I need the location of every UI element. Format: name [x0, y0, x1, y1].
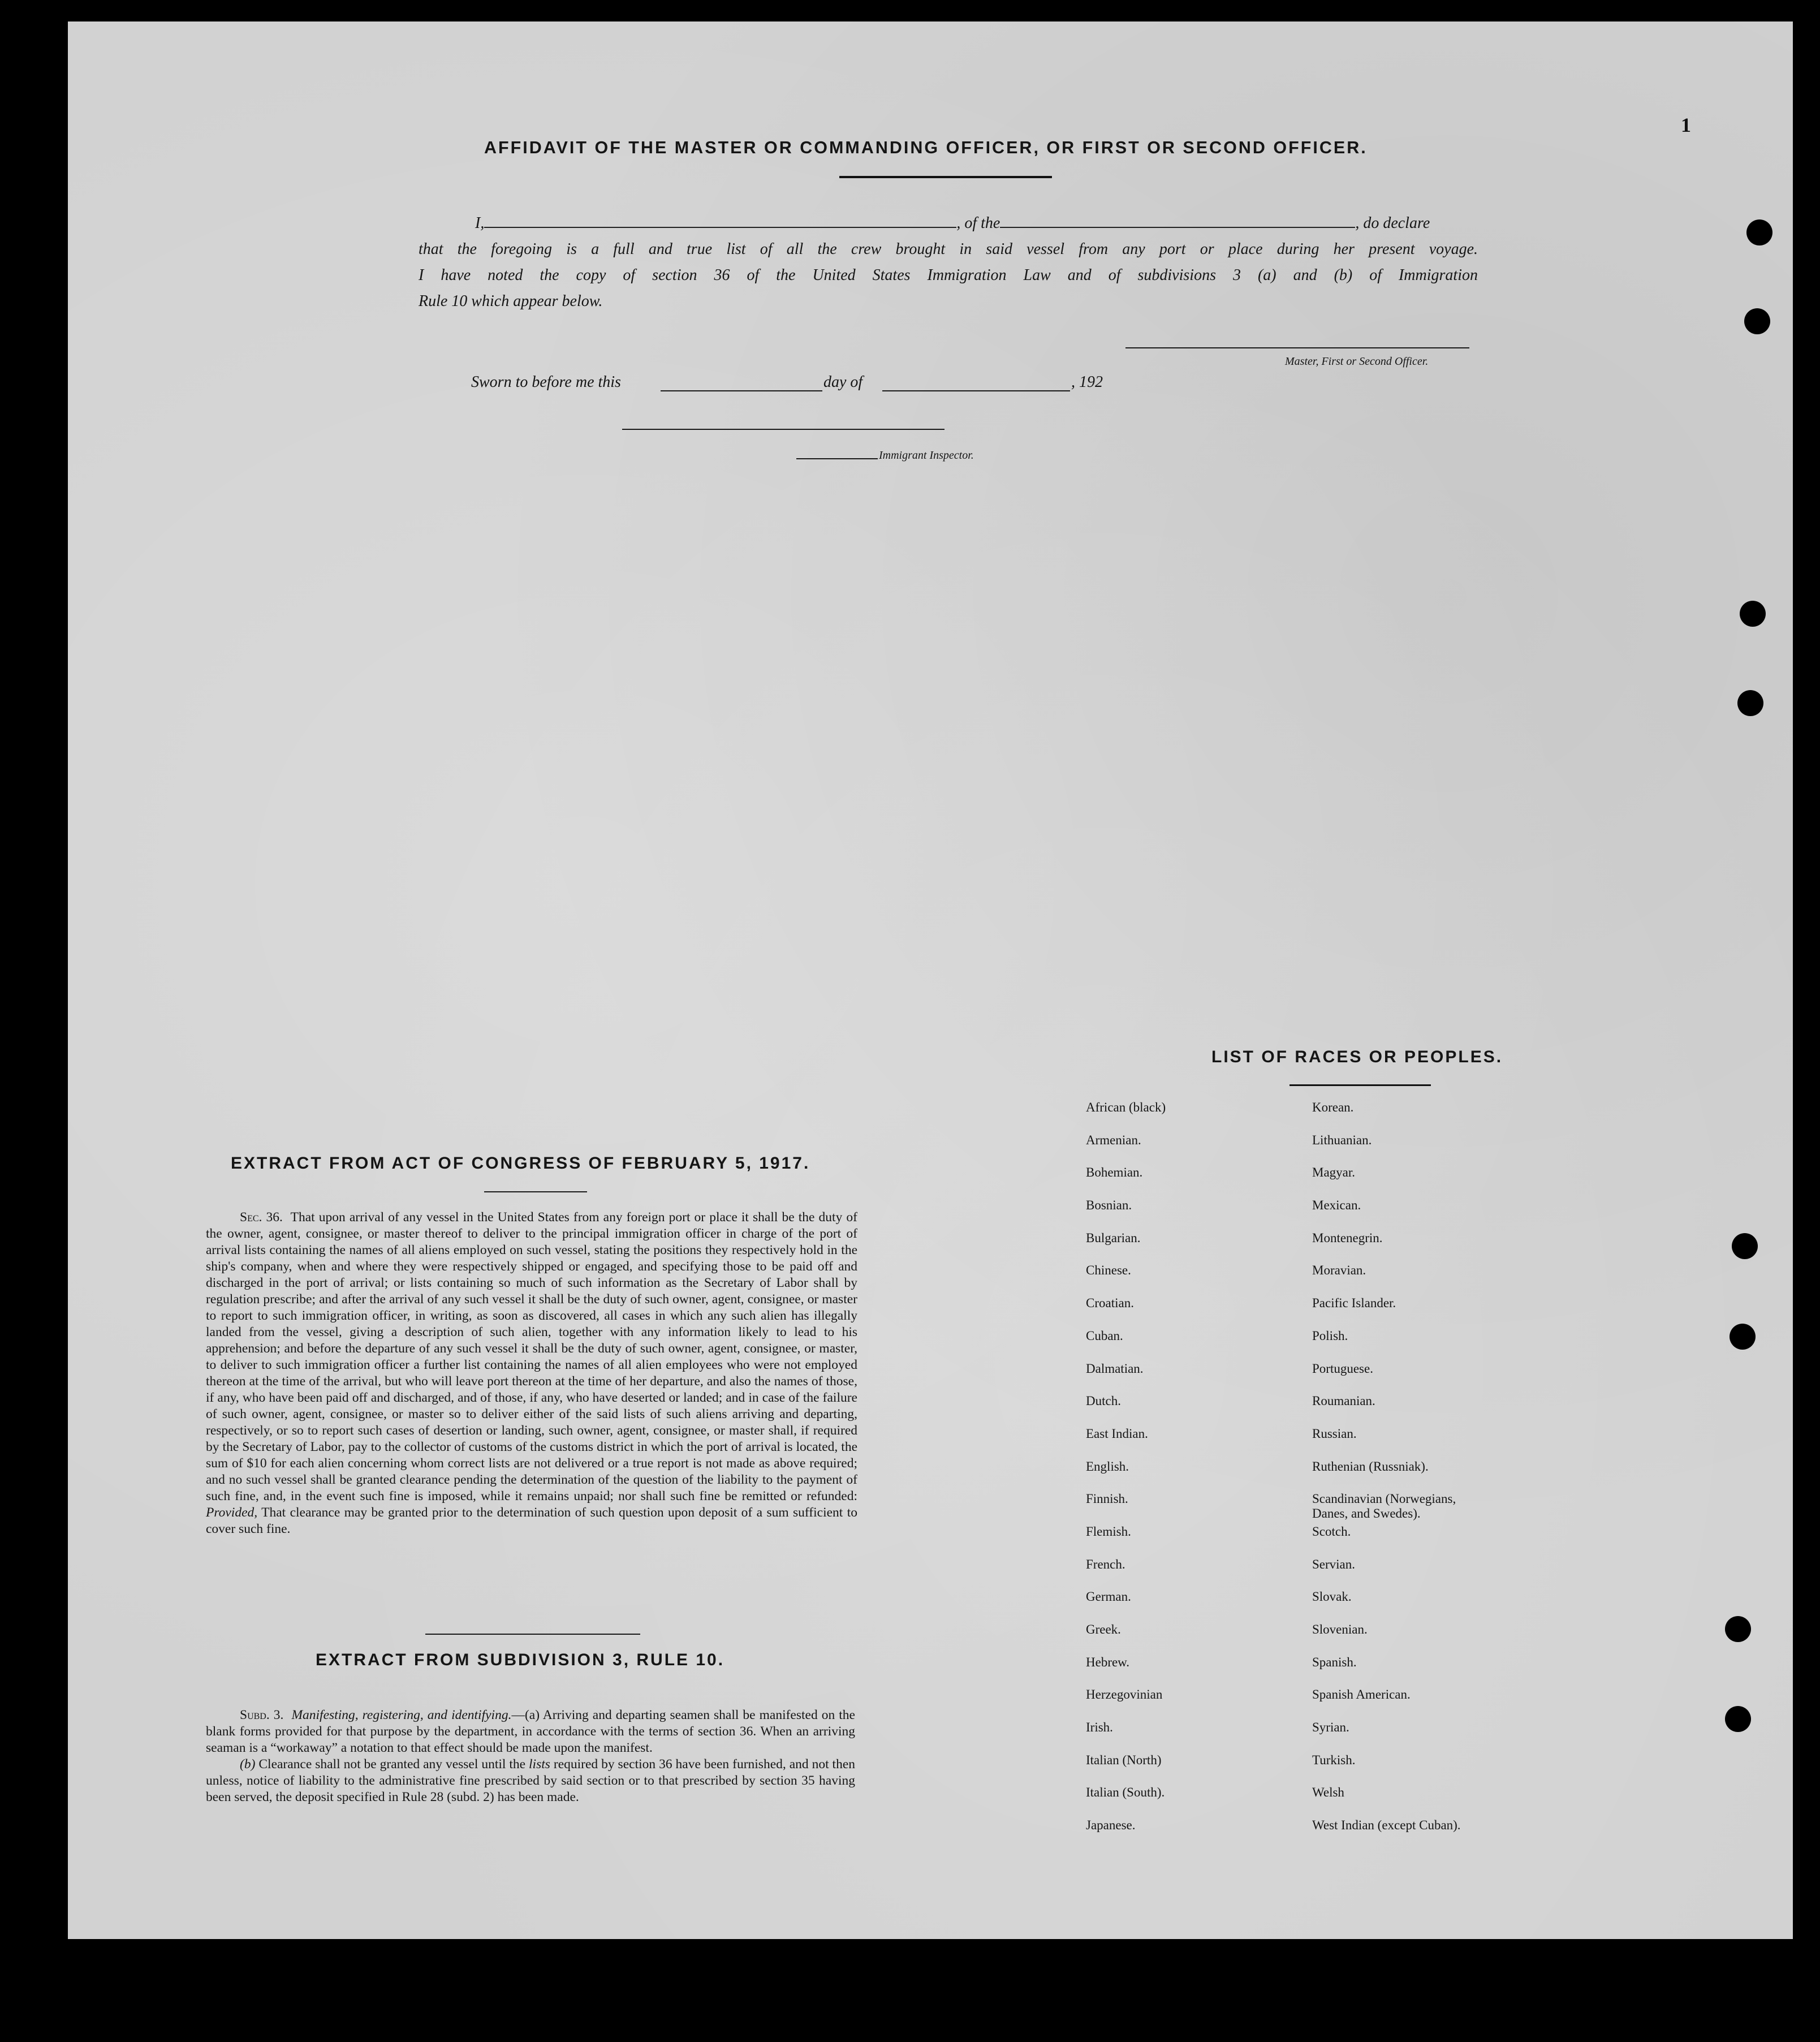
race-item: Moravian.	[1312, 1263, 1366, 1278]
section-divider	[425, 1634, 640, 1635]
subd-heading: Manifesting, registering, and identifying.	[291, 1708, 512, 1722]
punch-hole	[1746, 219, 1772, 245]
race-item: Spanish American.	[1312, 1687, 1411, 1702]
subd-label: Subd. 3.	[240, 1708, 284, 1722]
race-item: Mexican.	[1312, 1198, 1361, 1213]
race-item: Russian.	[1312, 1426, 1357, 1441]
races-title-underline	[1289, 1084, 1431, 1086]
clause-b-lists: lists	[529, 1757, 550, 1772]
race-item: French.	[1086, 1557, 1125, 1571]
race-item: German.	[1086, 1589, 1131, 1604]
sworn-month-field[interactable]	[882, 390, 1070, 391]
vessel-prefix: , of the	[956, 214, 1000, 232]
race-item: English.	[1086, 1459, 1129, 1474]
punch-hole	[1744, 308, 1770, 334]
section-36-text	[206, 1209, 857, 1537]
race-item: Flemish.	[1086, 1524, 1131, 1539]
affidavit-line-3: I have noted the copy of section 36 of the United States Immigration Law and of subdivisions 3 (a) and (b) of Immigration	[419, 266, 1478, 284]
affidavit-line-4: Rule 10 which appear below.	[419, 292, 603, 310]
punch-hole	[1730, 1324, 1756, 1350]
clause-b-text-1: Clearance shall not be granted any vessel until the	[258, 1757, 526, 1772]
race-item: Syrian.	[1312, 1720, 1349, 1735]
section-label: Sec. 36.	[240, 1210, 283, 1225]
race-item: Japanese.	[1086, 1818, 1136, 1833]
section-body-b: That clearance may be granted prior to the determination of such question upon deposit of a sum sufficient to cover such fine.	[206, 1505, 857, 1536]
rule-extract-title: EXTRACT FROM SUBDIVISION 3, RULE 10.	[316, 1651, 725, 1669]
clause-b-label: (b)	[240, 1757, 256, 1772]
race-item: Scotch.	[1312, 1524, 1351, 1539]
sworn-year: , 192	[1071, 373, 1103, 391]
race-item: Lithuanian.	[1312, 1132, 1372, 1147]
race-item: Montenegrin.	[1312, 1230, 1383, 1245]
race-item: Herzegovinian	[1086, 1687, 1163, 1702]
act-title-underline	[484, 1191, 587, 1192]
race-item: Slovak.	[1312, 1589, 1352, 1604]
race-item: Ruthenian (Russniak).	[1312, 1459, 1429, 1474]
race-item: West Indian (except Cuban).	[1312, 1818, 1461, 1833]
vessel-name-field[interactable]	[1000, 212, 1355, 228]
race-item: Scandinavian (Norwegians, Danes, and Swedes).	[1312, 1492, 1456, 1521]
race-item: Dutch.	[1086, 1394, 1121, 1408]
race-item: Cuban.	[1086, 1328, 1123, 1343]
sworn-day-label: day of	[823, 373, 863, 391]
race-item: Servian.	[1312, 1557, 1356, 1571]
declarant-prefix: I,	[475, 214, 485, 232]
affidavit-body	[419, 210, 1478, 315]
race-item: Roumanian.	[1312, 1394, 1375, 1408]
race-item: Portuguese.	[1312, 1361, 1373, 1376]
race-item: Irish.	[1086, 1720, 1113, 1735]
section-body-a: That upon arrival of any vessel in the United States from any foreign port or place it shall be the duty of the owner, agent, consignee, or master thereof to deliver to the principal immigration officer in charge of the port of arrival lists containing the names of all aliens employed on such vessel, stating the positions they respectively hold in the ship's company, when and where they were respectively shipped or engaged, and specifying those to be paid off and discharged in the port of arrival; or lists containing so much of such information as the Secretary of Labor shall by regulation prescribe; and after the arrival of any such vessel it shall be the duty of such owner, agent, consignee, or master to report to such immigration officer, in writing, as soon as discovered, all cases in which any such alien has illegally landed from the vessel, giving a description of such alien, together with any information likely to lead to his apprehension; and before the departure of any such vessel it shall be the duty of such owner, agent, consignee, or master, to deliver to such immigration officer a further list containing the names of all alien employees who were not employed thereon at the time of the arrival, but who will leave port thereon at the time of her departure, and also the names of those, if any, who have been paid off and discharged, and of those, if any, who have deserted or landed; and in case of the failure of such owner, agent, consignee, or master so to deliver either of the said lists of such aliens arriving and departing, respectively, or so to report such cases of desertion or landing, such owner, agent, consignee, or master shall, if required by the Secretary of Labor, pay to the collector of customs of the customs district in which the port of arrival is located, the sum of $10 for each alien concerning whom correct lists are not delivered or a true report is not made as above required; and no such vessel shall be granted clearance pending the determination of the question of the liability to the payment of such fine, and, in the event such fine is imposed, while it remains unpaid; nor shall such fine be remitted or refunded:	[206, 1210, 858, 1504]
sworn-day-field[interactable]	[661, 390, 822, 391]
race-item: Dalmatian.	[1086, 1361, 1144, 1376]
race-item: Bosnian.	[1086, 1198, 1132, 1213]
race-item: Italian (South).	[1086, 1785, 1165, 1800]
race-item: Chinese.	[1086, 1263, 1131, 1278]
race-item: Bohemian.	[1086, 1165, 1143, 1180]
races-list	[1086, 1100, 1595, 1847]
declare-text: , do declare	[1355, 214, 1430, 232]
race-item: Finnish.	[1086, 1492, 1128, 1506]
race-item: African (black)	[1086, 1100, 1166, 1114]
sworn-prefix: Sworn to before me this	[471, 373, 621, 391]
punch-hole	[1737, 690, 1763, 716]
master-signature-caption: Master, First or Second Officer.	[1285, 355, 1429, 368]
race-item: Italian (North)	[1086, 1752, 1162, 1767]
punch-hole	[1725, 1706, 1751, 1732]
clause-a-text: Arriving and departing seamen shall be manifested on the blank forms provided for that purpose by the department, in accordance with the terms of section 36. When an arriving seaman is a “workaway” a notation to that effect should be made upon the manifest.	[206, 1708, 855, 1755]
clause-a-label: —(a)	[511, 1708, 540, 1722]
races-title: LIST OF RACES OR PEOPLES.	[1211, 1048, 1503, 1066]
master-signature-line[interactable]	[1125, 347, 1469, 348]
race-item: Pacific Islander.	[1312, 1296, 1396, 1311]
race-item: Armenian.	[1086, 1132, 1141, 1147]
inspector-caption-rule	[796, 458, 878, 459]
race-item: Turkish.	[1312, 1752, 1356, 1767]
punch-hole	[1725, 1616, 1751, 1642]
race-item: East Indian.	[1086, 1426, 1148, 1441]
affidavit-line-2: that the foregoing is a full and true list of all the crew brought in said vessel from any port or place during her present voyage.	[419, 240, 1478, 258]
inspector-caption: Immigrant Inspector.	[879, 449, 974, 462]
clause-b-text-2: required by section 36 have been furnished, and not then unless, notice of liability to the administrative fine prescribed by said section or to that prescribed by section 35 having been served, the deposit specified in Rule 28 (subd. 2) has been made.	[206, 1757, 856, 1804]
punch-hole	[1740, 601, 1766, 627]
race-item: Magyar.	[1312, 1165, 1356, 1180]
provided-word: Provided,	[206, 1505, 258, 1520]
punch-hole	[1732, 1233, 1758, 1259]
inspector-signature-line[interactable]	[622, 429, 944, 430]
race-item: Slovenian.	[1312, 1622, 1368, 1636]
race-item: Greek.	[1086, 1622, 1121, 1636]
race-item: Bulgarian.	[1086, 1230, 1141, 1245]
page-number: 1	[1681, 114, 1691, 136]
declarant-name-field[interactable]	[484, 212, 956, 228]
race-item: Korean.	[1312, 1100, 1354, 1114]
declaration-line	[419, 210, 1478, 236]
race-item: Welsh	[1312, 1785, 1344, 1800]
race-item: Croatian.	[1086, 1296, 1134, 1311]
title-underline	[839, 176, 1052, 178]
rule-10-text	[206, 1707, 855, 1806]
race-item: Hebrew.	[1086, 1655, 1130, 1669]
act-extract-title: EXTRACT FROM ACT OF CONGRESS OF FEBRUARY 5, 1917.	[231, 1154, 810, 1173]
affidavit-title: AFFIDAVIT OF THE MASTER OR COMMANDING OFFICER, OR FIRST OR SECOND OFFICER.	[484, 138, 1368, 157]
race-item: Spanish.	[1312, 1655, 1357, 1669]
race-item: Polish.	[1312, 1328, 1348, 1343]
